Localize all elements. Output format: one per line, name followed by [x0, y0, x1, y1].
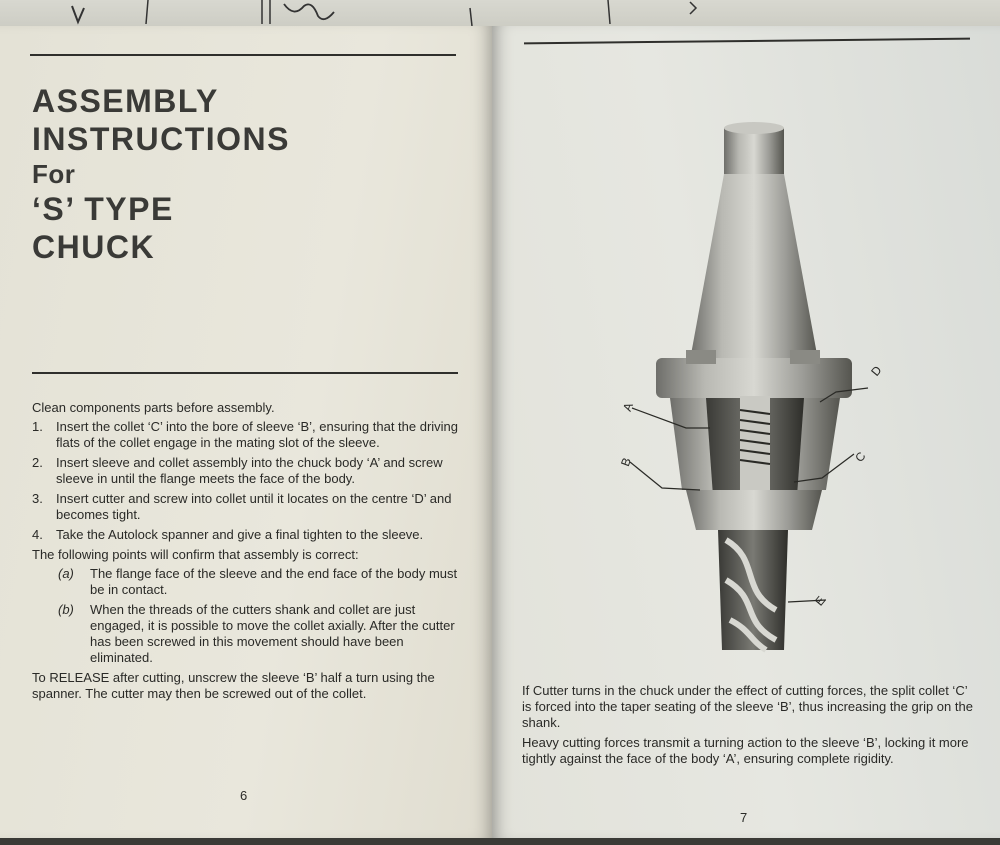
drawbar-stub	[724, 128, 784, 174]
flange	[656, 358, 852, 398]
title-line-2: INSTRUCTIONS	[32, 121, 290, 157]
step-item	[32, 491, 466, 523]
section-rule	[32, 372, 458, 374]
step-text: Insert cutter and screw into collet until it locates on the centre ‘D’ and becomes tight.	[56, 491, 452, 522]
point-letter: (a)	[58, 566, 74, 581]
taper-shank	[690, 174, 818, 360]
step-text: Insert sleeve and collet assembly into the chuck body ‘A’ and screw sleeve in until the flange meets the face of the body.	[56, 455, 443, 486]
step-item	[32, 527, 466, 543]
sleeve	[686, 490, 822, 530]
paragraph-cutter-turns: If Cutter turns in the chuck under the effect of cutting forces, the split collet ‘C’ is forced into the taper seating of the sleeve ‘B’, thus increasing the grip on the shank.	[522, 683, 973, 730]
step-number: 1.	[32, 419, 43, 434]
step-item	[32, 455, 466, 487]
release-text: To RELEASE after cutting, unscrew the sleeve ‘B’ half a turn using the spanner. The cutter may then be screwed out of the collet.	[32, 670, 435, 701]
point-text: When the threads of the cutters shank and collet are just engaged, it is possible to move the collet axially. After the cutter has been screwed in this movement should have been eliminated.	[90, 602, 455, 665]
callout-c: C	[852, 449, 869, 465]
left-page	[0, 26, 492, 838]
title-for: For	[32, 159, 76, 189]
callout-e: E	[812, 593, 828, 609]
page-number-right: 7	[740, 810, 748, 825]
drive-slot-left	[686, 350, 716, 364]
top-rule-right	[524, 38, 970, 45]
step-number: 4.	[32, 527, 43, 542]
title-line-1: ASSEMBLY	[32, 83, 219, 119]
points-list	[32, 566, 466, 666]
intro-text: Clean components parts before assembly.	[32, 400, 275, 415]
points-heading: The following points will confirm that assembly is correct:	[32, 547, 359, 562]
point-text: The flange face of the sleeve and the end face of the body must be in contact.	[90, 566, 458, 597]
title-line-3: ‘S’ TYPE	[32, 191, 174, 227]
step-text: Take the Autolock spanner and give a final tighten to the sleeve.	[56, 527, 424, 542]
paragraph-heavy-forces: Heavy cutting forces transmit a turning action to the sleeve ‘B’, locking it more tightly against the face of the body ‘A’, ensuring complete rigidity.	[522, 735, 969, 766]
step-text: Insert the collet ‘C’ into the bore of sleeve ‘B’, ensuring that the driving flats of the collet engage in the mating slot of the sleeve.	[56, 419, 459, 450]
callout-d: D	[868, 363, 885, 379]
chuck-illustration	[590, 110, 910, 670]
steps-list	[32, 419, 466, 543]
point-letter: (b)	[58, 602, 74, 617]
step-number: 2.	[32, 455, 43, 470]
step-item	[32, 419, 466, 451]
stub-top	[724, 122, 784, 134]
point-item	[58, 602, 466, 666]
top-rule	[30, 54, 456, 56]
callout-b: B	[618, 455, 634, 469]
instructions-text	[32, 400, 466, 702]
callout-a: A	[620, 400, 636, 414]
step-number: 3.	[32, 491, 43, 506]
title-line-4: CHUCK	[32, 229, 156, 265]
page-title	[32, 82, 290, 266]
page-number-left: 6	[240, 788, 248, 803]
point-item	[58, 566, 466, 598]
drive-slot-right	[790, 350, 820, 364]
right-page-text	[522, 683, 980, 771]
